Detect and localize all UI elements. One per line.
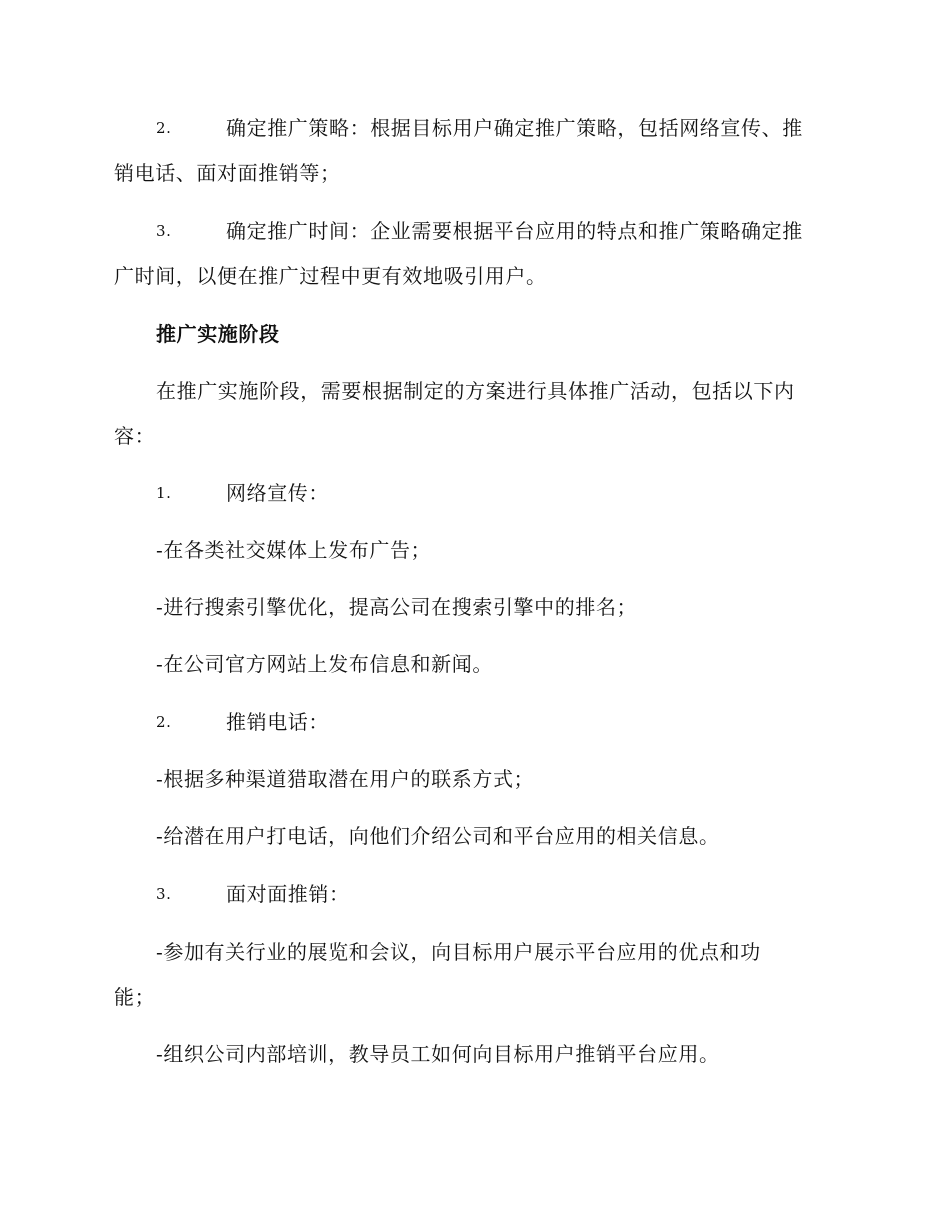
- subsection-title: 网络宣传：: [226, 481, 329, 505]
- item-number: 2.: [156, 119, 172, 137]
- bullet-text-continued: 能；: [114, 985, 156, 1009]
- item-text: 确定推广策略：根据目标用户确定推广策略，包括网络宣传、推: [226, 116, 803, 140]
- subsection-title: 推销电话：: [226, 710, 329, 734]
- bullet-text: -根据多种渠道猎取潜在用户的联系方式；: [156, 767, 535, 791]
- bullet-text: -给潜在用户打电话，向他们介绍公司和平台应用的相关信息。: [156, 824, 720, 848]
- intro-text-continued: 容：: [114, 424, 156, 448]
- subsection-number: 3.: [156, 885, 172, 903]
- bullet-text: -在各类社交媒体上发布广告；: [156, 538, 432, 562]
- bullet-text: -参加有关行业的展览和会议，向目标用户展示平台应用的优点和功: [156, 940, 761, 964]
- subsection-number: 2.: [156, 713, 172, 731]
- bullet-text: -进行搜索引擎优化，提高公司在搜索引擎中的排名；: [156, 595, 638, 619]
- intro-text: 在推广实施阶段，需要根据制定的方案进行具体推广活动，包括以下内: [156, 379, 795, 403]
- item-text-continued: 广时间，以便在推广过程中更有效地吸引用户。: [114, 264, 547, 288]
- bullet-text: -组织公司内部培训，教导员工如何向目标用户推销平台应用。: [156, 1042, 720, 1066]
- subsection-number: 1.: [156, 484, 172, 502]
- item-text-continued: 销电话、面对面推销等；: [114, 161, 341, 185]
- section-heading: 推广实施阶段: [156, 322, 280, 346]
- subsection-title: 面对面推销：: [226, 882, 350, 906]
- item-text: 确定推广时间：企业需要根据平台应用的特点和推广策略确定推: [226, 219, 803, 243]
- bullet-text: -在公司官方网站上发布信息和新闻。: [156, 652, 493, 676]
- item-number: 3.: [156, 222, 172, 240]
